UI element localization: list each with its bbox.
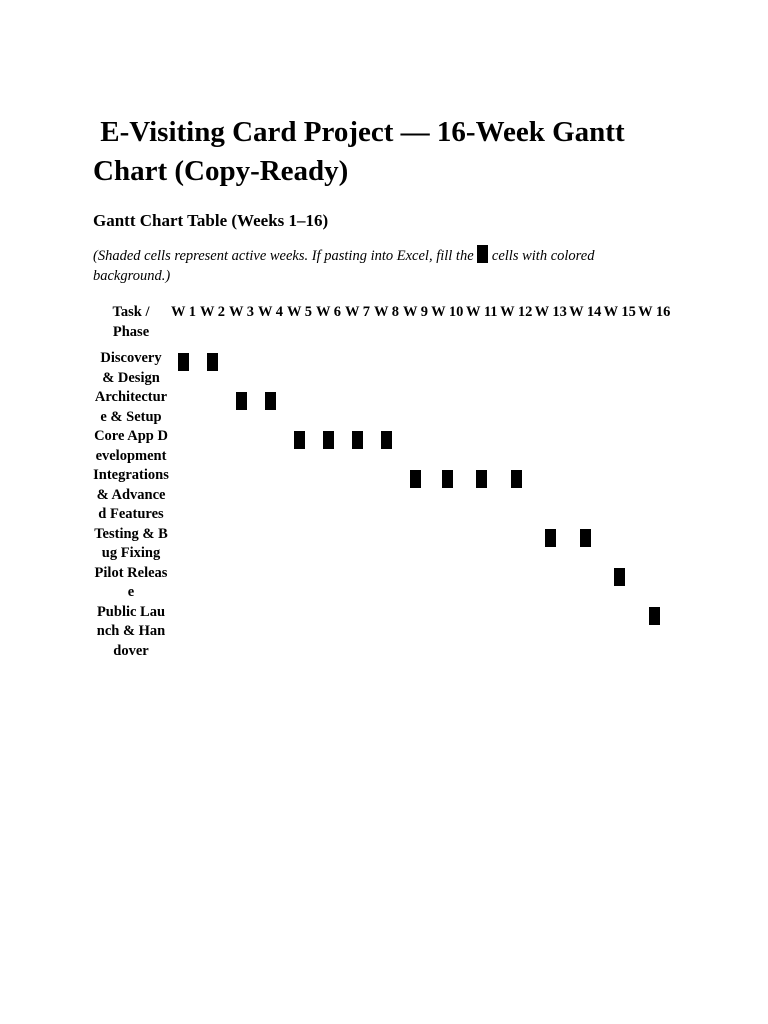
week-cell xyxy=(343,525,372,564)
corner-header: Task / Phase xyxy=(112,304,150,340)
page-title: E-Visiting Card Project — 16-Week Gantt Chart (Copy-Ready) xyxy=(93,116,632,187)
week-cell xyxy=(198,388,227,427)
week-cell xyxy=(603,525,638,564)
week-cell xyxy=(285,388,314,427)
week-cell xyxy=(285,564,314,603)
week-cell xyxy=(568,603,603,662)
week-cell xyxy=(568,388,603,427)
week-cell xyxy=(401,603,430,662)
task-name: Pilot Release xyxy=(94,564,168,600)
week-cell xyxy=(603,349,638,388)
task-row xyxy=(93,388,672,427)
week-cell xyxy=(169,564,198,603)
week-cell xyxy=(637,388,672,427)
week-cell xyxy=(227,564,256,603)
week-cell xyxy=(603,388,638,427)
week-cell xyxy=(465,388,500,427)
active-week-bar xyxy=(207,353,218,371)
week-cell xyxy=(499,388,534,427)
week-cell xyxy=(256,525,285,564)
active-week-bar xyxy=(265,392,276,410)
active-week-bar xyxy=(381,431,392,449)
active-week-bar xyxy=(442,470,453,488)
week-cell xyxy=(198,466,227,525)
active-week-bar xyxy=(410,470,421,488)
week-cell xyxy=(198,349,227,388)
gantt-header-row xyxy=(93,303,672,349)
week-cell xyxy=(198,564,227,603)
task-row xyxy=(93,349,672,388)
week-cell xyxy=(401,427,430,466)
week-header: W 13 xyxy=(534,304,567,320)
week-cell xyxy=(227,525,256,564)
active-week-bar xyxy=(580,529,591,547)
week-cell xyxy=(314,427,343,466)
active-week-bar xyxy=(614,568,625,586)
week-header: W 6 xyxy=(315,304,342,320)
week-cell xyxy=(430,388,465,427)
task-name: Core App Development xyxy=(94,428,168,464)
shaded-cell-swatch xyxy=(477,245,488,263)
week-cell xyxy=(372,349,401,388)
task-row xyxy=(93,564,672,603)
task-row xyxy=(93,427,672,466)
week-header: W 8 xyxy=(373,304,400,320)
week-cell xyxy=(568,349,603,388)
week-cell xyxy=(372,564,401,603)
week-cell xyxy=(534,466,569,525)
week-cell xyxy=(637,603,672,662)
week-header: W 10 xyxy=(431,304,464,320)
week-cell xyxy=(534,525,569,564)
week-cell xyxy=(401,349,430,388)
shading-note xyxy=(93,245,643,286)
week-cell xyxy=(285,466,314,525)
active-week-bar xyxy=(511,470,522,488)
active-week-bar xyxy=(649,607,660,625)
week-cell xyxy=(430,603,465,662)
week-cell xyxy=(169,388,198,427)
week-cell xyxy=(568,427,603,466)
active-week-bar xyxy=(323,431,334,449)
week-cell xyxy=(430,525,465,564)
week-cell xyxy=(372,466,401,525)
week-cell xyxy=(465,349,500,388)
active-week-bar xyxy=(352,431,363,449)
week-cell xyxy=(603,564,638,603)
week-cell xyxy=(343,388,372,427)
week-cell xyxy=(285,349,314,388)
week-cell xyxy=(314,603,343,662)
week-header: W 3 xyxy=(228,304,255,320)
week-header: W 9 xyxy=(402,304,429,320)
week-cell xyxy=(534,603,569,662)
week-cell xyxy=(499,349,534,388)
week-header: W 16 xyxy=(638,304,671,320)
week-cell xyxy=(401,388,430,427)
task-name: Architecture & Setup xyxy=(94,389,168,425)
week-cell xyxy=(314,564,343,603)
week-cell xyxy=(568,466,603,525)
week-cell xyxy=(401,525,430,564)
week-cell xyxy=(169,603,198,662)
week-cell xyxy=(401,564,430,603)
week-cell xyxy=(227,349,256,388)
task-name: Discovery & Design xyxy=(100,350,162,386)
week-cell xyxy=(256,603,285,662)
week-cell xyxy=(637,525,672,564)
week-cell xyxy=(637,427,672,466)
week-cell xyxy=(499,603,534,662)
week-cell xyxy=(198,603,227,662)
task-row xyxy=(93,525,672,564)
week-cell xyxy=(314,349,343,388)
week-cell xyxy=(568,525,603,564)
note-text-before: (Shaded cells represent active weeks. If pasting into Excel, fill the xyxy=(93,248,478,264)
week-cell xyxy=(343,603,372,662)
task-row xyxy=(93,603,672,662)
week-cell xyxy=(430,427,465,466)
week-cell xyxy=(465,564,500,603)
week-cell xyxy=(343,349,372,388)
week-cell xyxy=(169,466,198,525)
week-cell xyxy=(314,525,343,564)
week-header: W 15 xyxy=(603,304,636,320)
task-row xyxy=(93,466,672,525)
week-cell xyxy=(534,564,569,603)
week-cell xyxy=(637,349,672,388)
week-cell xyxy=(256,427,285,466)
week-header: W 1 xyxy=(170,304,197,320)
week-cell xyxy=(227,603,256,662)
week-cell xyxy=(637,564,672,603)
gantt-body xyxy=(93,349,672,661)
active-week-bar xyxy=(545,529,556,547)
week-cell xyxy=(343,427,372,466)
week-cell xyxy=(256,466,285,525)
week-cell xyxy=(603,466,638,525)
week-cell xyxy=(430,466,465,525)
week-cell xyxy=(534,427,569,466)
week-cell xyxy=(637,466,672,525)
week-cell xyxy=(169,349,198,388)
week-cell xyxy=(285,525,314,564)
week-cell xyxy=(256,349,285,388)
active-week-bar xyxy=(294,431,305,449)
active-week-bar xyxy=(476,470,487,488)
week-cell xyxy=(499,525,534,564)
task-name: Testing & Bug Fixing xyxy=(94,525,168,561)
section-heading: Gantt Chart Table (Weeks 1–16) xyxy=(93,211,329,230)
week-cell xyxy=(499,564,534,603)
week-cell xyxy=(499,427,534,466)
week-cell xyxy=(401,466,430,525)
week-cell xyxy=(372,388,401,427)
week-cell xyxy=(430,564,465,603)
week-cell xyxy=(534,388,569,427)
week-cell xyxy=(499,466,534,525)
week-cell xyxy=(169,427,198,466)
week-cell xyxy=(227,427,256,466)
week-cell xyxy=(372,525,401,564)
week-cell xyxy=(372,603,401,662)
note-text-after: cells with colored background.) xyxy=(93,248,595,284)
active-week-bar xyxy=(236,392,247,410)
week-cell xyxy=(169,525,198,564)
week-cell xyxy=(314,466,343,525)
week-cell xyxy=(534,349,569,388)
week-cell xyxy=(285,427,314,466)
week-cell xyxy=(430,349,465,388)
week-cell xyxy=(603,603,638,662)
week-header: W 4 xyxy=(257,304,284,320)
week-header: W 14 xyxy=(569,304,602,320)
week-cell xyxy=(465,466,500,525)
active-week-bar xyxy=(178,353,189,371)
week-header: W 12 xyxy=(500,304,533,320)
week-cell xyxy=(465,427,500,466)
task-name: Public Launch & Handover xyxy=(96,603,166,659)
week-cell xyxy=(343,564,372,603)
week-cell xyxy=(372,427,401,466)
week-cell xyxy=(256,388,285,427)
task-name: Integrations & Advanced Features xyxy=(93,467,169,522)
week-cell xyxy=(198,427,227,466)
week-cell xyxy=(227,388,256,427)
gantt-table xyxy=(93,303,672,661)
week-cell xyxy=(314,388,343,427)
week-header: W 11 xyxy=(465,304,498,320)
week-cell xyxy=(465,603,500,662)
week-cell xyxy=(343,466,372,525)
week-header: W 5 xyxy=(286,304,313,320)
week-cell xyxy=(285,603,314,662)
week-header: W 2 xyxy=(199,304,226,320)
week-cell xyxy=(603,427,638,466)
week-cell xyxy=(465,525,500,564)
week-cell xyxy=(198,525,227,564)
week-cell xyxy=(256,564,285,603)
week-cell xyxy=(227,466,256,525)
week-header: W 7 xyxy=(344,304,371,320)
week-cell xyxy=(568,564,603,603)
